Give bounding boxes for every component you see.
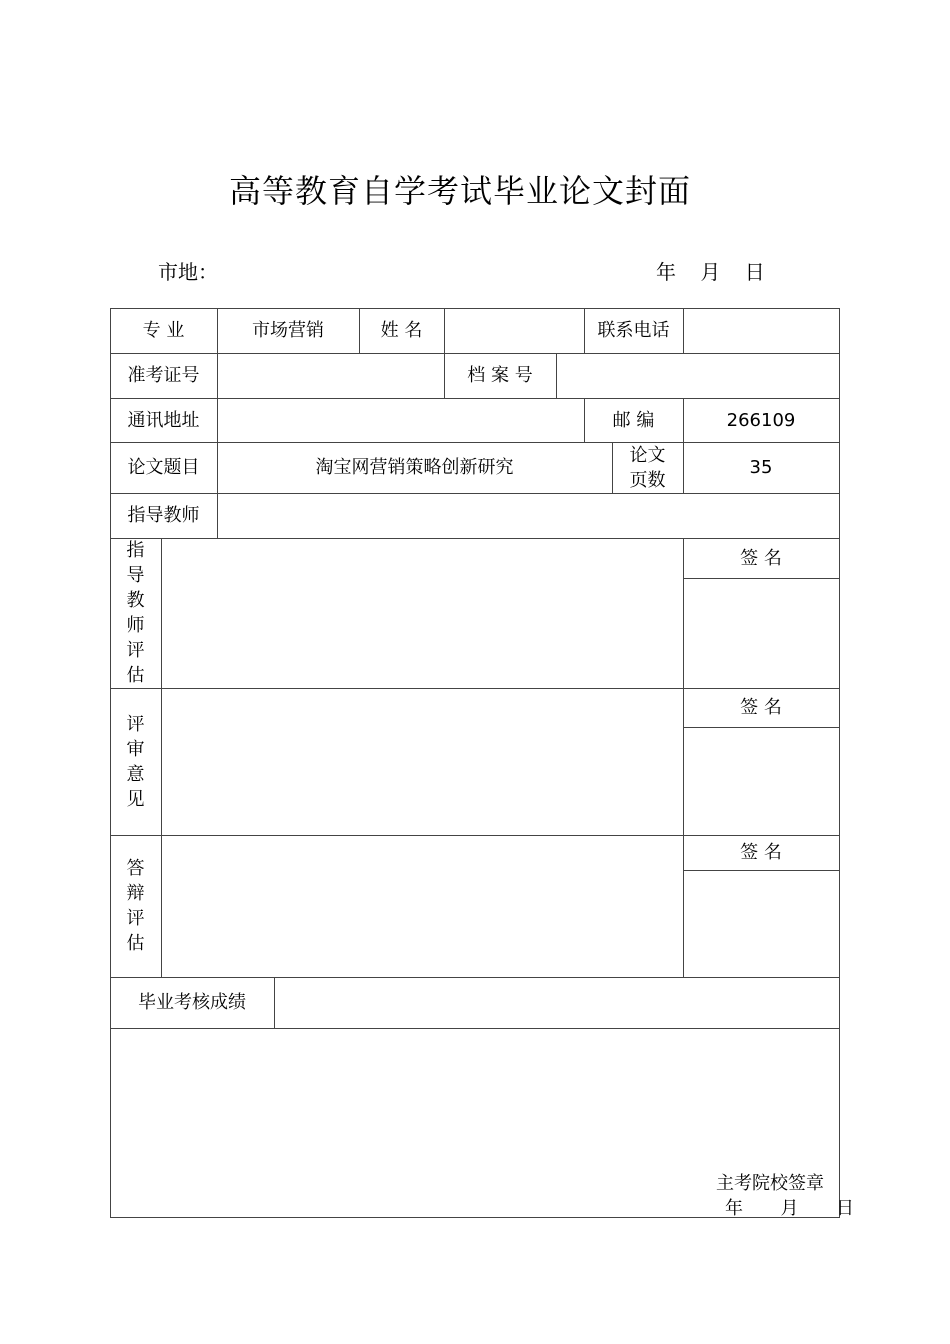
postcode-value[interactable]: 266109 — [726, 409, 796, 431]
exam-id-field[interactable] — [217, 353, 444, 398]
defense-char: 估 — [126, 933, 145, 954]
defense-char: 辩 — [126, 883, 145, 904]
advisor-sign-field[interactable] — [683, 578, 839, 688]
advisor-eval-char: 评 — [126, 640, 145, 661]
advisor-eval-char: 教 — [126, 590, 145, 611]
postcode-label: 邮 编 — [612, 409, 655, 431]
review-sign-field[interactable] — [683, 727, 839, 835]
advisor-field[interactable] — [217, 493, 839, 538]
pages-label-line1: 论文 — [629, 444, 666, 466]
pages-value[interactable]: 35 — [749, 457, 773, 478]
major-value[interactable]: 市场营销 — [252, 320, 324, 341]
review-char: 意 — [126, 763, 145, 785]
archive-field[interactable] — [556, 353, 839, 398]
header-date — [656, 256, 783, 285]
advisor-label: 指导教师 — [127, 505, 200, 526]
phone-label: 联系电话 — [597, 320, 670, 341]
defense-char: 评 — [126, 908, 145, 929]
advisor-eval-char: 师 — [126, 615, 145, 636]
seal-month: 月 — [780, 1198, 799, 1219]
exam-id-label: 准考证号 — [127, 365, 200, 386]
review-field[interactable] — [161, 688, 683, 835]
seal-day: 日 — [835, 1198, 854, 1219]
seal-label: 主考院校签章 — [716, 1173, 824, 1194]
address-label: 通讯地址 — [127, 409, 200, 431]
defense-label — [110, 835, 161, 977]
major-label: 专 业 — [142, 320, 185, 341]
month-label: 月 — [700, 260, 721, 284]
review-char: 审 — [126, 738, 145, 760]
pages-label-line2: 页数 — [629, 469, 666, 491]
review-sign-label: 签 名 — [740, 697, 782, 718]
advisor-eval-char: 指 — [126, 540, 145, 561]
name-field[interactable] — [444, 308, 584, 353]
archive-label: 档 案 号 — [467, 365, 533, 386]
review-label — [110, 688, 161, 835]
seal-date — [725, 1194, 854, 1220]
topic-value[interactable]: 淘宝网营销策略创新研究 — [315, 457, 514, 478]
defense-sign-label: 签 名 — [740, 842, 782, 863]
region-label: 市地： — [158, 260, 218, 284]
topic-label: 论文题目 — [127, 457, 200, 478]
defense-sign-field[interactable] — [683, 870, 839, 977]
advisor-eval-char: 估 — [126, 665, 145, 686]
defense-field[interactable] — [161, 835, 683, 977]
grade-label: 毕业考核成绩 — [138, 992, 246, 1013]
defense-char: 答 — [126, 858, 145, 879]
seal-year: 年 — [725, 1198, 743, 1219]
advisor-eval-field[interactable] — [161, 538, 683, 688]
address-field[interactable] — [217, 398, 584, 442]
phone-field[interactable] — [683, 308, 839, 353]
advisor-sign-label: 签 名 — [740, 547, 782, 569]
name-label: 姓 名 — [380, 320, 423, 341]
year-label: 年 — [656, 260, 676, 284]
grade-field[interactable] — [274, 977, 839, 1028]
review-char: 见 — [126, 788, 145, 810]
pages-label — [612, 442, 683, 493]
review-char: 评 — [126, 713, 145, 735]
day-label: 日 — [744, 260, 765, 284]
advisor-eval-char: 导 — [126, 565, 145, 586]
page-title: 高等教育自学考试毕业论文封面 — [228, 172, 691, 210]
advisor-eval-label — [110, 538, 161, 688]
